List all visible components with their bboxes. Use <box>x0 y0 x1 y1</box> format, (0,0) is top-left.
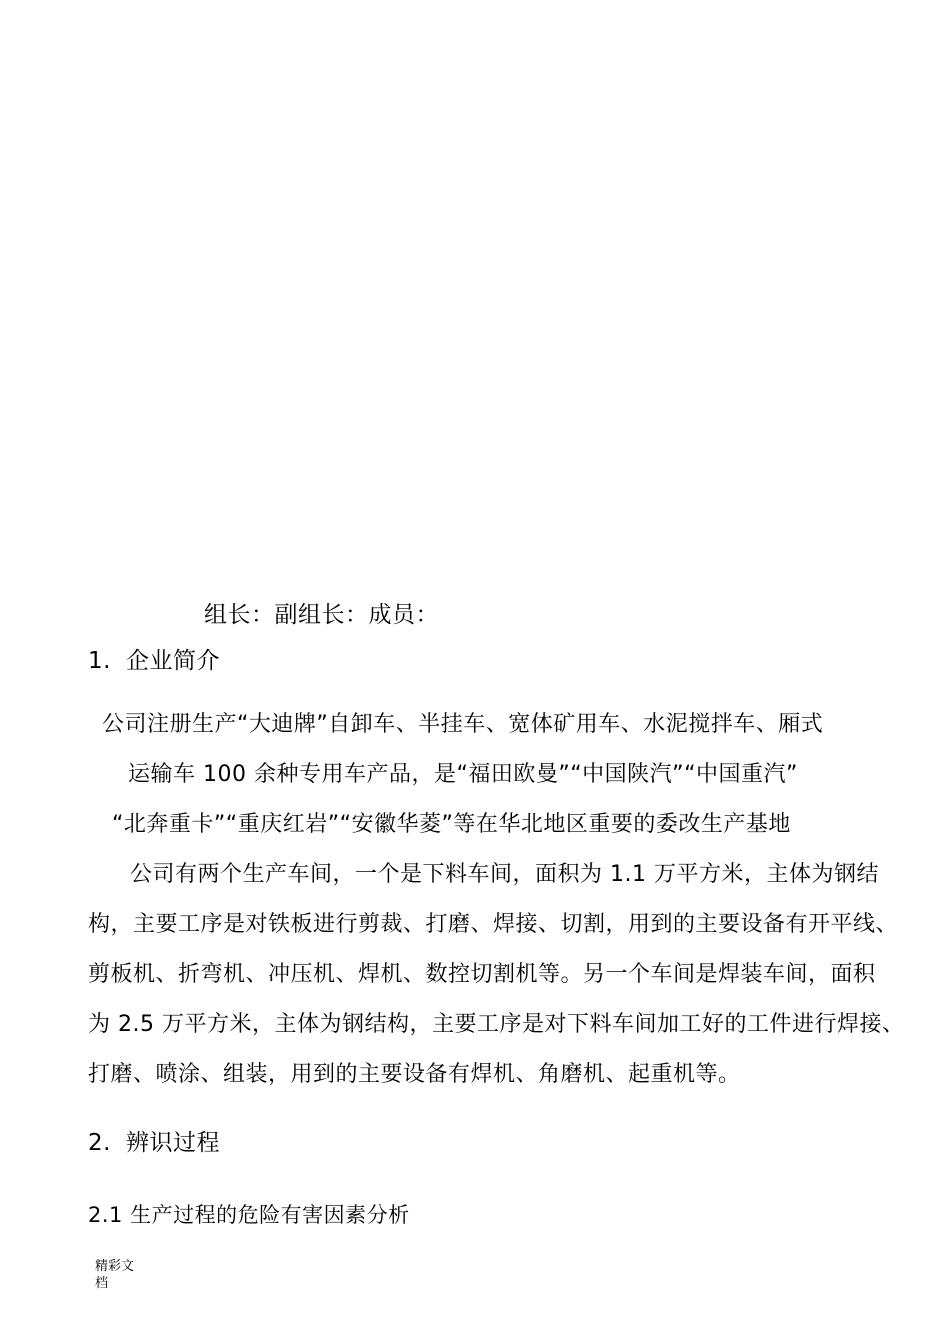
subsection-2-1-heading: 2.1 生产过程的危险有害因素分析 <box>88 1203 410 1227</box>
team-roles-line: 组长：副组长：成员： <box>204 602 439 628</box>
section-1-title: 企业简介 <box>126 648 220 674</box>
paragraph-2-line-4: 为 2.5 万平方米，主体为钢结构，主要工序是对下料车间加工好的工件进行焊接、 <box>88 1012 905 1037</box>
paragraph-2-line-2: 构，主要工序是对铁板进行剪裁、打磨、焊接、切割，用到的主要设备有开平线、 <box>88 912 899 937</box>
section-2-number: 2. <box>88 1130 111 1156</box>
paragraph-2-line-5: 打磨、喷涂、组装，用到的主要设备有焊机、角磨机、起重机等。 <box>88 1062 741 1087</box>
paragraph-2-line-3: 剪板机、折弯机、冲压机、焊机、数控切割机等。另一个车间是焊装车间，面积 <box>88 962 876 987</box>
paragraph-1-line-3: “北奔重卡”“重庆红岩”“安徽华菱”等在华北地区重要的委改生产基地 <box>112 812 791 837</box>
section-2-title: 辨识过程 <box>126 1130 220 1156</box>
section-2-heading <box>88 1128 220 1158</box>
footer-label: 精彩文档 <box>95 1259 135 1291</box>
paragraph-2-line-1: 公司有两个生产车间，一个是下料车间，面积为 1.1 万平方米，主体为钢结 <box>130 862 879 887</box>
paragraph-1-line-2: 运输车 100 余种专用车产品，是“福田欧曼”“中国陕汽”“中国重汽” <box>128 762 798 787</box>
section-1-number: 1. <box>88 648 111 674</box>
section-1-heading <box>88 646 220 676</box>
paragraph-1-line-1: 公司注册生产“大迪牌”自卸车、半挂车、宽体矿用车、水泥搅拌车、厢式 <box>102 712 824 737</box>
